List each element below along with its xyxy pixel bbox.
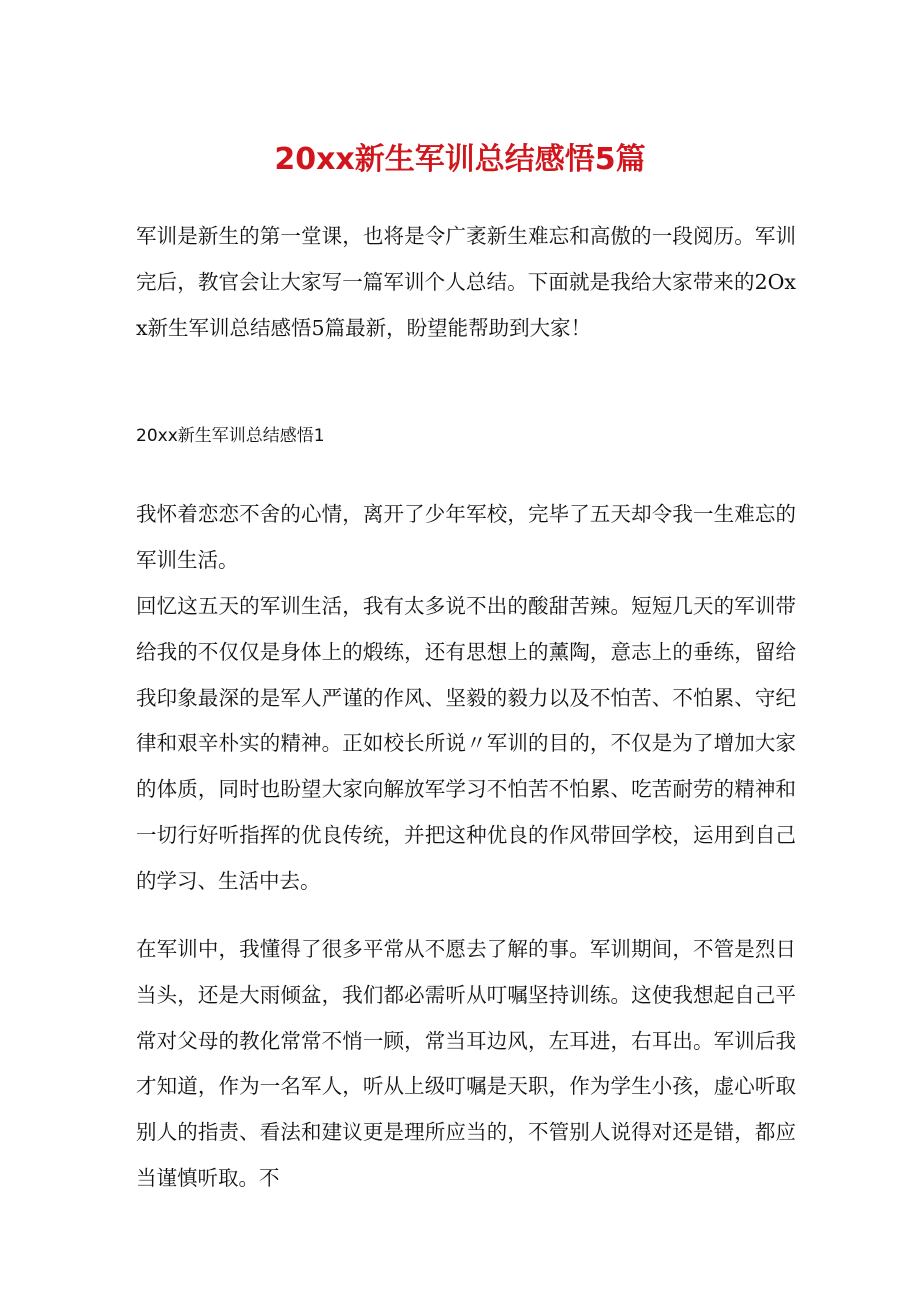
intro-paragraph: 军训是新生的第一堂课，也将是令广袤新生难忘和高傲的一段阅历。军训完后，教官会让大家写一篇军训个人总结。下面就是我给大家带来的2Oxx新生军训总结感悟5篇最新，盼望能帮助到大家！ [136,224,796,340]
body-paragraph-3: 在军训中，我懂得了很多平常从不愿去了解的事。军训期间，不管是烈日当头，还是大雨倾盆，我们都必需听从叮嘱坚持训练。这使我想起自己平常对父母的教化常常不悄一顾，常当耳边风，左耳进，右耳出。军训后我才知道，作为一名军人，听从上级叮嘱是天职，作为学生小孩，虚心听取别人的指责、看法和建议更是理所应当的，不管别人说得对还是错，都应当谨慎听取。不 [136,937,796,1190]
body-paragraph-2: 回忆这五天的军训生活，我有太多说不出的酸甜苦辣。短短几天的军训带给我的不仅仅是身体上的煅练，还有思想上的薰陶，意志上的垂练，留给我印象最深的是军人严谨的作风、坚毅的毅力以及不怕苦、不怕累、守纪律和艰辛朴实的精神。正如校长所说〃军训的目的，不仅是为了增加大家的体质，同时也盼望大家向解放军学习不怕苦不怕累、吃苦耐劳的精神和一切行好听指挥的优良传统，并把这种优良的作风带回学校，运用到自己的学习、生活中去。 [136,594,796,893]
section-heading: 20xx新生军训总结感悟1 [136,426,325,446]
document-title: 20xx新生军训总结感悟5篇 [274,142,646,177]
body-paragraph-1: 我怀着恋恋不舍的心情，离开了少年军校，完毕了五天却令我一生难忘的军训生活。 [136,502,796,572]
